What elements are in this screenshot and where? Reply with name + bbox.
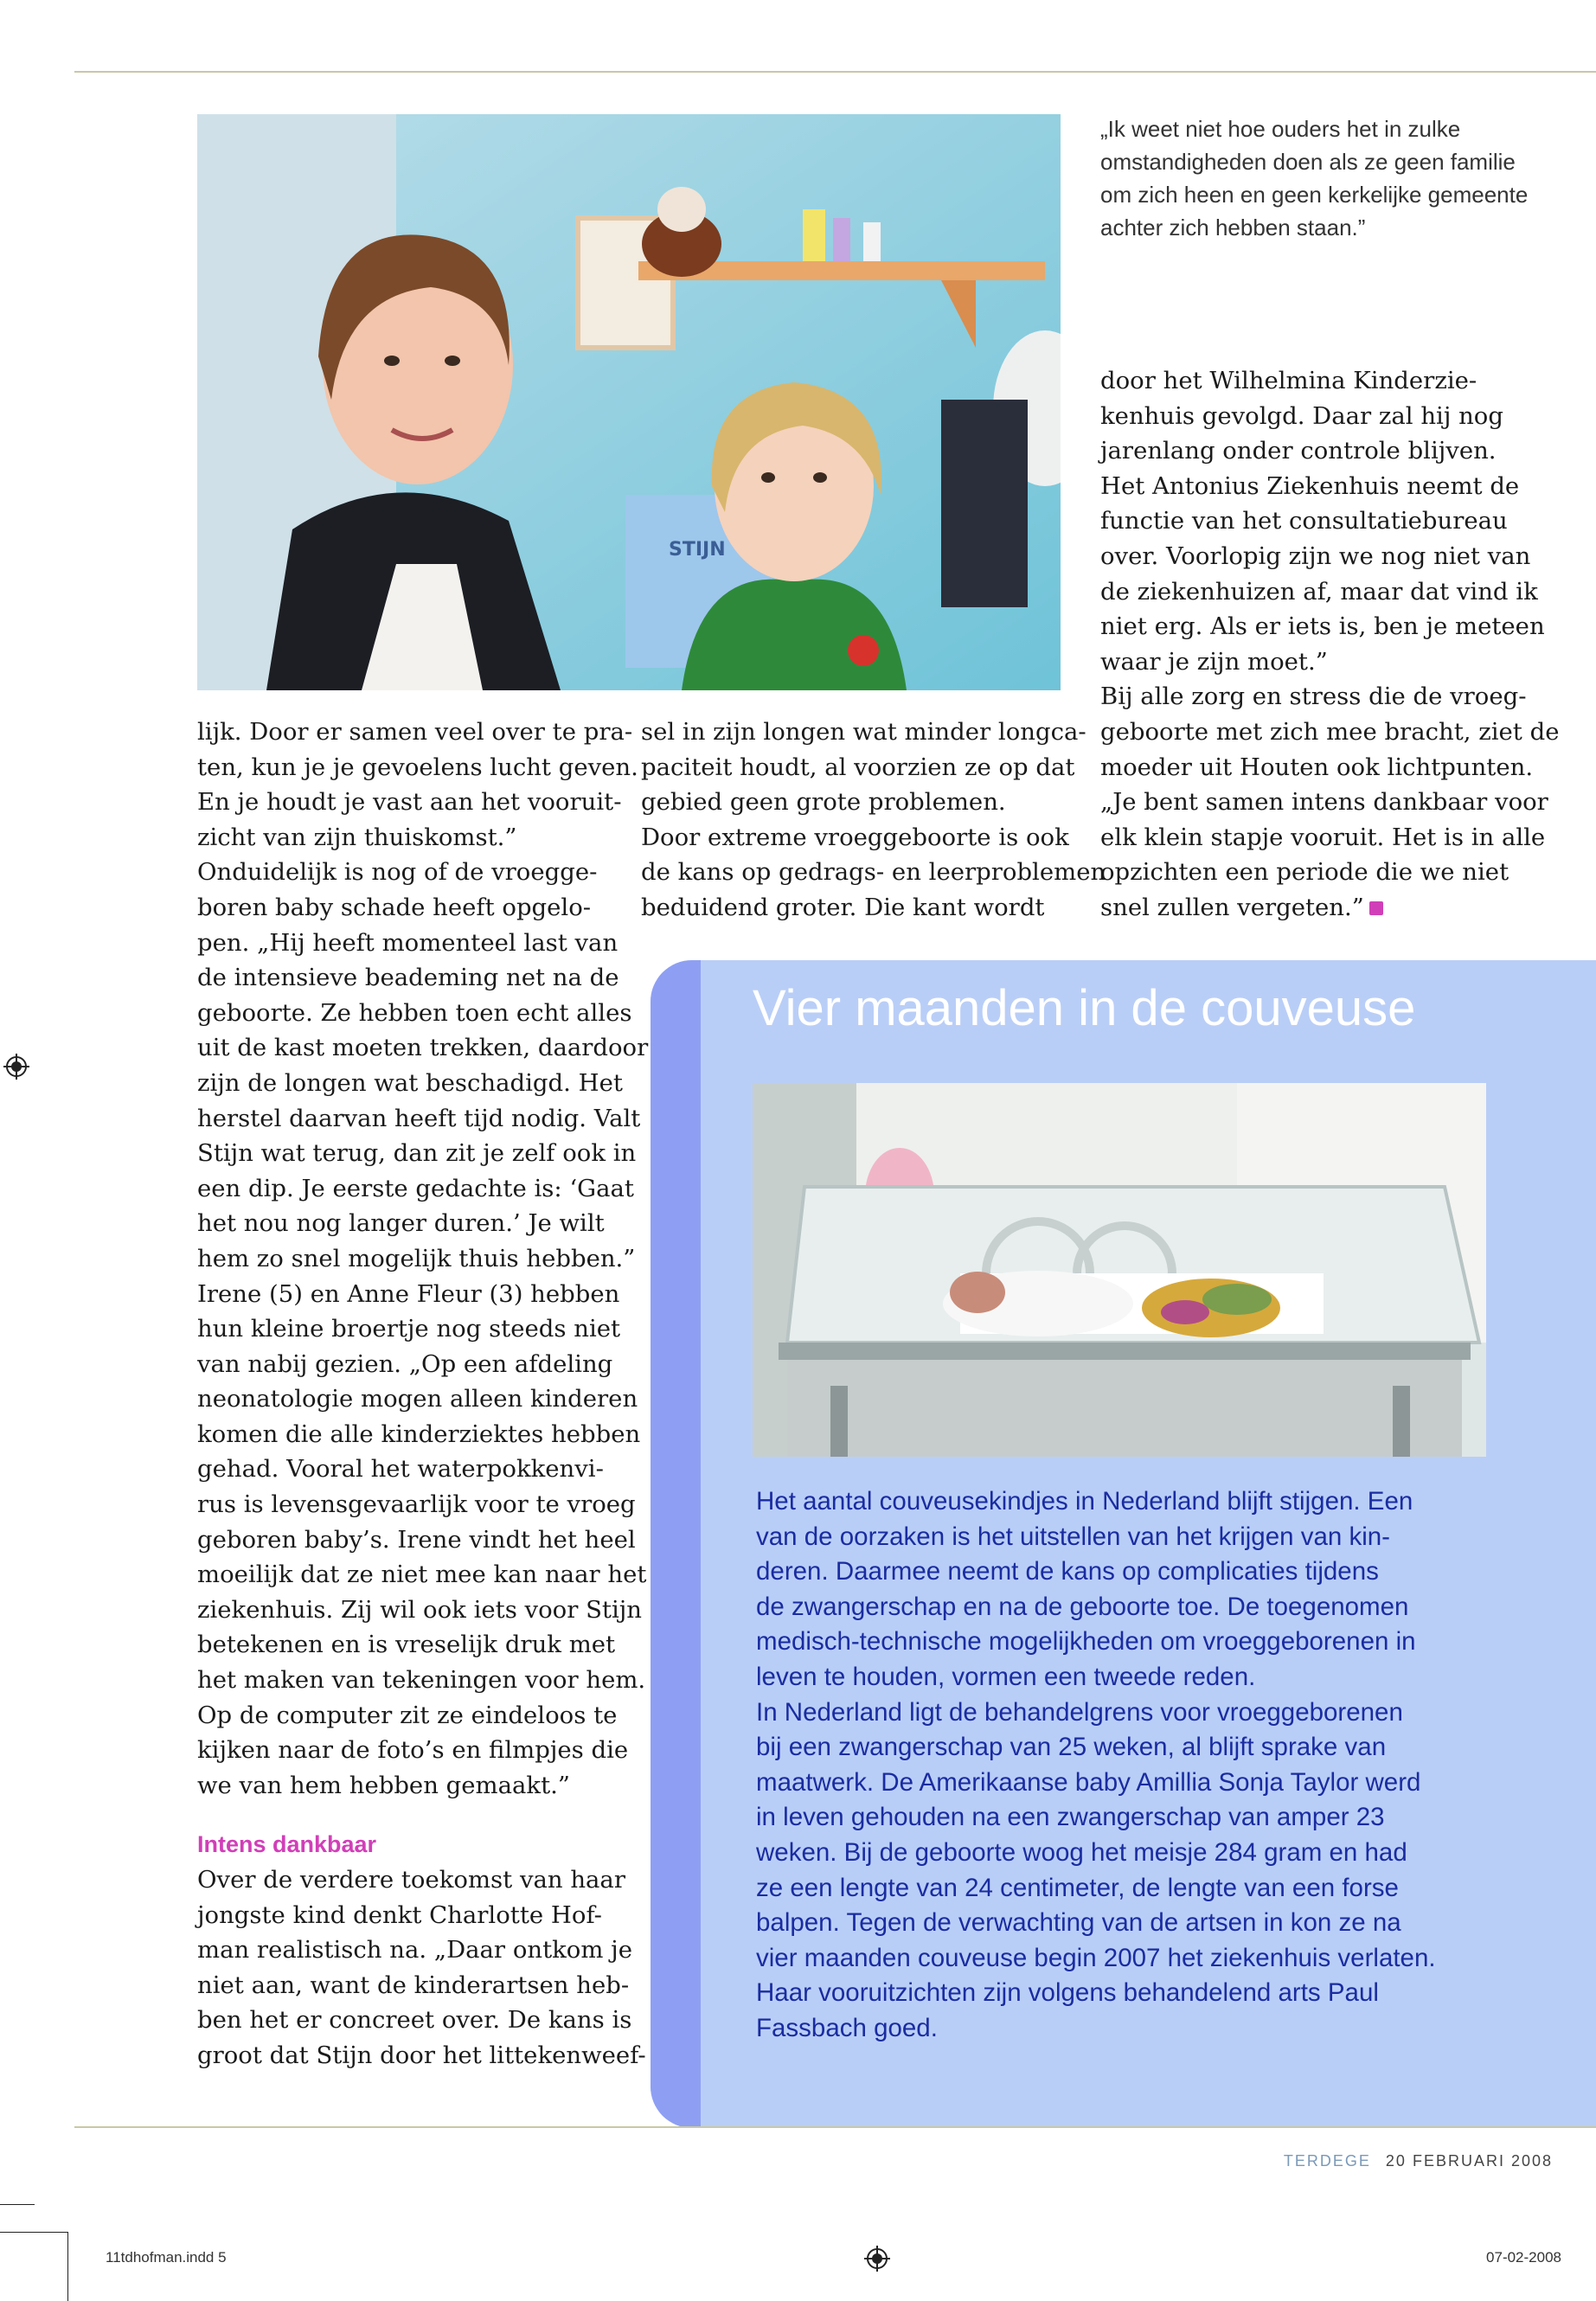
- page-footer: [1284, 2152, 1553, 2170]
- text-line: Door extreme vroeggeboorte is ook: [641, 823, 1069, 851]
- crop-mark: [67, 2232, 68, 2301]
- text-line: zijn de longen wat beschadigd. Het: [197, 1068, 623, 1097]
- text-line: Fassbach goed.: [756, 2013, 938, 2042]
- text-line: niet erg. Als er iets is, ben je meteen: [1100, 612, 1545, 641]
- text-line: kenhuis gevolgd. Daar zal hij nog: [1100, 401, 1503, 430]
- text-line: deren. Daarmee neemt de kans op complicaties tijdens: [756, 1557, 1379, 1586]
- text-line: Over de verdere toekomst van haar: [197, 1866, 625, 1894]
- photo-mother-and-daughter-art: [197, 114, 1061, 690]
- text-line: groot dat Stijn door het littekenweef-: [197, 2041, 646, 2069]
- text-line: opzichten een periode die we niet: [1100, 858, 1509, 887]
- text-line: gebied geen grote problemen.: [641, 788, 1006, 817]
- text-line: hun kleine broertje nog steeds niet: [197, 1315, 621, 1343]
- text-line: waar je zijn moet.”: [1100, 647, 1328, 676]
- article-column-3: [1100, 363, 1567, 926]
- text-line: bij een zwangerschap van 25 weken, al blijft sprake van: [756, 1733, 1387, 1762]
- text-line: het nou nog langer duren.’ Je wilt: [197, 1209, 605, 1238]
- article-column-2: [641, 715, 1106, 926]
- column-1-paragraph-lines: [197, 715, 649, 1803]
- text-line: man realistisch na. „Daar ontkom je: [197, 1936, 632, 1965]
- registration-mark-bottom: [864, 2246, 890, 2272]
- text-line: En je houdt je vast aan het vooruit-: [197, 788, 622, 817]
- text-line: leven te houden, vormen een tweede reden.: [756, 1662, 1256, 1691]
- text-line: Stijn wat terug, dan zit je zelf ook in: [197, 1139, 637, 1168]
- registration-mark-left: [3, 1054, 29, 1080]
- end-of-article-mark: [1369, 901, 1383, 915]
- text-line: het maken van tekeningen voor hem.: [197, 1666, 646, 1695]
- text-line: beduidend groter. Die kant wordt: [641, 893, 1045, 921]
- text-line: Irene (5) en Anne Fleur (3) hebben: [197, 1279, 620, 1308]
- text-line: Het aantal couveusekindjes in Nederland blijft stijgen. Een: [756, 1487, 1413, 1516]
- text-line: Haar vooruitzichten zijn volgens behandelend arts Paul: [756, 1978, 1379, 2008]
- text-line: vier maanden couveuse begin 2007 het ziekenhuis verlaten.: [756, 1943, 1436, 1972]
- text-line: een dip. Je eerste gedachte is: ‘Gaat: [197, 1174, 634, 1202]
- text-line: moeder uit Houten ook lichtpunten.: [1100, 753, 1534, 781]
- text-line: weken. Bij de geboorte woog het meisje 284 gram en had: [756, 1837, 1407, 1867]
- text-line: geboorte met zich mee bracht, ziet de: [1100, 717, 1560, 746]
- text-line: zicht van zijn thuiskomst.”: [197, 823, 517, 851]
- text-line: Onduidelijk is nog of de vroegge-: [197, 858, 598, 887]
- text-line: Op de computer zit ze eindeloos te: [197, 1701, 618, 1729]
- text-line: in leven gehouden na een zwangerschap van amper 23: [756, 1803, 1385, 1832]
- text-line: In Nederland ligt de behandelgrens voor vroeggeborenen: [756, 1697, 1403, 1727]
- text-line: lijk. Door er samen veel over te pra-: [197, 718, 633, 746]
- text-line: neonatologie mogen alleen kinderen: [197, 1385, 638, 1413]
- text-line: Het Antonius Ziekenhuis neemt de: [1100, 471, 1520, 500]
- closing-text: snel zullen vergeten.”: [1100, 893, 1364, 921]
- text-line: uit de kast moeten trekken, daardoor: [197, 1034, 649, 1062]
- text-line: kijken naar de foto’s en filmpjes die: [197, 1736, 629, 1765]
- photo-incubator: [753, 1083, 1486, 1457]
- issue-date: 20 FEBRUARI 2008: [1385, 2152, 1553, 2170]
- text-line: ten, kun je je gevoelens lucht geven.: [197, 753, 638, 781]
- text-line: niet aan, want de kinderartsen heb-: [197, 1971, 630, 1999]
- text-line: [1100, 890, 1567, 926]
- magazine-name: TERDEGE: [1283, 2152, 1371, 2170]
- photo-incubator-art: [753, 1083, 1486, 1457]
- text-line: functie van het consultatiebureau: [1100, 507, 1508, 535]
- text-line: geboorte. Ze hebben toen echt alles: [197, 998, 632, 1027]
- bottom-rule: [74, 2126, 1596, 2128]
- sidebar-body: [756, 1484, 1535, 2047]
- print-date: 07-02-2008: [1486, 2249, 1561, 2266]
- text-line: de ziekenhuizen af, maar dat vind ik: [1100, 577, 1538, 606]
- text-line: geboren baby’s. Irene vindt het heel: [197, 1525, 636, 1554]
- text-line: ze een lengte van 24 centimeter, de lengte van een forse: [756, 1873, 1399, 1902]
- top-rule: [74, 71, 1596, 73]
- text-line: Bij alle zorg en stress die de vroeg-: [1100, 683, 1527, 711]
- text-line: hem zo snel mogelijk thuis hebben.”: [197, 1244, 636, 1272]
- text-line: maatwerk. De Amerikaanse baby Amillia Sonja Taylor werd: [756, 1767, 1421, 1797]
- crop-mark: [0, 2232, 67, 2233]
- text-line: „Je bent samen intens dankbaar voor: [1100, 788, 1548, 817]
- column-1-paragraph-lines-2: [197, 1862, 646, 2073]
- text-line: over. Voorlopig zijn we nog niet van: [1100, 542, 1531, 570]
- text-line: ziekenhuis. Zij wil ook iets voor Stijn: [197, 1595, 643, 1624]
- text-line: de zwangerschap en na de geboorte toe. De toegenomen: [756, 1592, 1409, 1621]
- text-line: moeilijk dat ze niet mee kan naar het: [197, 1561, 647, 1589]
- text-line: jongste kind denkt Charlotte Hof-: [197, 1900, 602, 1929]
- text-line: boren baby schade heeft opgelo-: [197, 893, 592, 921]
- pull-quote: „Ik weet niet hoe ouders het in zulke omstandigheden doen als ze geen familie om zich heen en geen kerkelijke gemeente achter zich hebben staan.”: [1100, 116, 1529, 240]
- text-line: van nabij gezien. „Op een afdeling: [197, 1349, 613, 1378]
- text-line: rus is levensgevaarlijk voor te vroeg: [197, 1490, 636, 1519]
- crop-mark: [0, 2204, 35, 2205]
- text-line: elk klein stapje vooruit. Het is in alle: [1100, 823, 1546, 851]
- text-line: ben het er concreet over. De kans is: [197, 2006, 632, 2035]
- text-line: gehad. Vooral het waterpokkenvi-: [197, 1455, 604, 1484]
- text-line: door het Wilhelmina Kinderzie-: [1100, 367, 1477, 394]
- text-line: van de oorzaken is het uitstellen van het krijgen van kin-: [756, 1522, 1391, 1551]
- text-line: jarenlang onder controle blijven.: [1100, 437, 1497, 465]
- text-line: we van hem hebben gemaakt.”: [197, 1771, 570, 1799]
- text-line: paciteit houdt, al voorzien ze op dat: [641, 753, 1075, 781]
- text-line: balpen. Tegen de verwachting van de artsen in kon ze na: [756, 1908, 1401, 1938]
- subheading-intens-dankbaar: Intens dankbaar: [197, 1831, 377, 1858]
- sidebar-title: Vier maanden in de couveuse: [753, 980, 1416, 1036]
- text-line: komen die alle kinderziektes hebben: [197, 1420, 641, 1448]
- text-line: pen. „Hij heeft momenteel last van: [197, 928, 619, 957]
- text-line: betekenen en is vreselijk druk met: [197, 1631, 616, 1659]
- article-column-1: [197, 715, 649, 2073]
- sidebar-accent-bar: [651, 960, 701, 2128]
- shirt-print-text: STIJN: [669, 539, 726, 561]
- file-slug: 11tdhofman.indd 5: [106, 2249, 227, 2266]
- text-line: de kans op gedrags- en leerproblemen: [641, 858, 1106, 887]
- text-line: medisch-technische mogelijkheden om vroeggeborenen in: [756, 1627, 1416, 1657]
- text-line: de intensieve beademing net na de: [197, 964, 619, 992]
- photo-mother-and-daughter: [197, 114, 1061, 690]
- sidebar-box: [651, 960, 1596, 2128]
- text-line: herstel daarvan heeft tijd nodig. Valt: [197, 1104, 641, 1132]
- text-line: sel in zijn longen wat minder longca-: [641, 718, 1086, 746]
